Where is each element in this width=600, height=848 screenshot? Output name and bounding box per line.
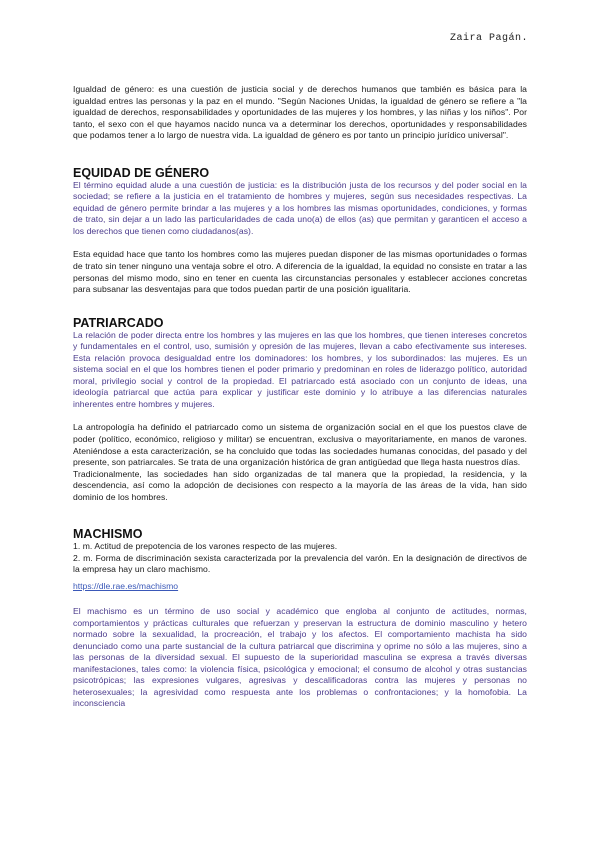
patriarcado-paragraph: La antropología ha definido el patriarcado como un sistema de organización social en el que los puestos clave de poder (político, económico, religioso y militar) se encuentran, exclusiva o mayoritariamente, en manos de varones. Ateniéndose a esta caracterización, se ha concluido que todas las sociedades humanas conocidas, del pasado y del presente, son patriarcales. Se trata de una organización histórica de gran antigüedad que llega hasta nuestros días. [73,422,527,468]
machismo-def-1: 1. m. Actitud de prepotencia de los varones respecto de las mujeres. [73,541,338,552]
patriarcado-paragraph-2: Tradicionalmente, las sociedades han sido organizadas de tal manera que la propiedad, la residencia, y la descendencia, así como la adopción de decisiones con respecto a la mayoría de las áreas de la vida, han sido dominio de los hombres. [73,468,527,502]
patriarcado-definition: La relación de poder directa entre los hombres y las mujeres en las que los hombres, que tienen intereses concretos y fundamentales en el control, uso, sumisión y opresión de las mujeres, llevan a cabo efectivamente sus intereses. Esta relación provoca desigualdad entre los dominadores: los hombres, y los subordinados: las mujeres. Es un sistema social en el que los hombres tienen el poder primario y predominan en roles de liderazgo político, autoridad moral, privilegio social y control de la propiedad. El patriarcado está asociado con un conjunto de ideas, una ideología patriarcal que actúa para explicar y justificar este dominio y lo atribuye a las diferencias naturales inherentes entre hombres y mujeres. [73,329,527,409]
machismo-paragraph: El machismo es un término de uso social y académico que engloba al conjunto de actitudes, normas, comportamientos y prácticas culturales que refuerzan y preservan la estructura de dominio masculino y hetero normado sobre la sexualidad, la procreación, el trabajo y los afectos. El comportamiento machista ha sido denunciado como una parte sustancial de la cultura patriarcal que discrimina y oprime no sólo a las mujeres, sino a las personas de la diversidad sexual. El supuesto de la superioridad masculina se expresa a través diversas manifestaciones, tales como: la violencia física, psicológica y emocional; el consumo de alcohol y otras sustancias psicotrópicas; las expresiones vulgares, agresivas y descalificadoras contra las mujeres y personas no heterosexuales; la agresividad como respuesta ante los problemas o confrontaciones; y la homofobia. La inconsciencia [73,605,527,709]
heading-equidad: EQUIDAD DE GÉNERO [73,165,210,180]
author-name: Zaira Pagán. [449,33,528,44]
document-body [73,84,527,710]
heading-patriarcado: PATRIARCADO [73,315,164,330]
rae-link[interactable]: https://dle.rae.es/machismo [73,580,179,591]
machismo-def-2: 2. m. Forma de discriminación sexista caracterizada por la prevalencia del varón. En la designación de directivos de la empresa hay un claro machismo. [73,552,527,575]
equidad-paragraph: Esta equidad hace que tanto los hombres como las mujeres puedan disponer de las mismas oportunidades o formas de trato sin tener ninguno una ventaja sobre el otro. A diferencia de la igualdad, la equidad no consiste en tratar a las personas del mismo modo, sino en tener en cuenta las circunstancias personales y establecer acciones concretas para subsanar las desventajas para que todos puedan partir de una posición igualitaria. [73,249,527,295]
intro-paragraph: Igualdad de género: es una cuestión de justicia social y de derechos humanos que también es básica para la igualdad entres las personas y la paz en el mundo. "Según Naciones Unidas, la igualdad de género se refiere a "la igualdad de derechos, responsabilidades y oportunidades de las mujeres y los hombres, y las niñas y los niños". Por tanto, el sexo con el que hayamos nacido nunca va a determinar los derechos, oportunidades y responsabilidades que podamos tener a lo largo de nuestra vida. La igualdad de género es por tanto un principio jurídico universal". [73,84,527,141]
heading-machismo: MACHISMO [73,527,143,542]
equidad-definition: El término equidad alude a una cuestión de justicia: es la distribución justa de los recursos y del poder social en la sociedad; se refiere a la justicia en el tratamiento de hombres y mujeres, según sus necesidades respectivas. La equidad de género permite brindar a las mujeres y a los hombres las mismas oportunidades, condiciones, y formas de trato, sin dejar a un lado las particularidades de cada uno(a) de ellos (as) que permitan y garanticen el acceso a los derechos que tienen como ciudadanos(as). [73,179,527,236]
